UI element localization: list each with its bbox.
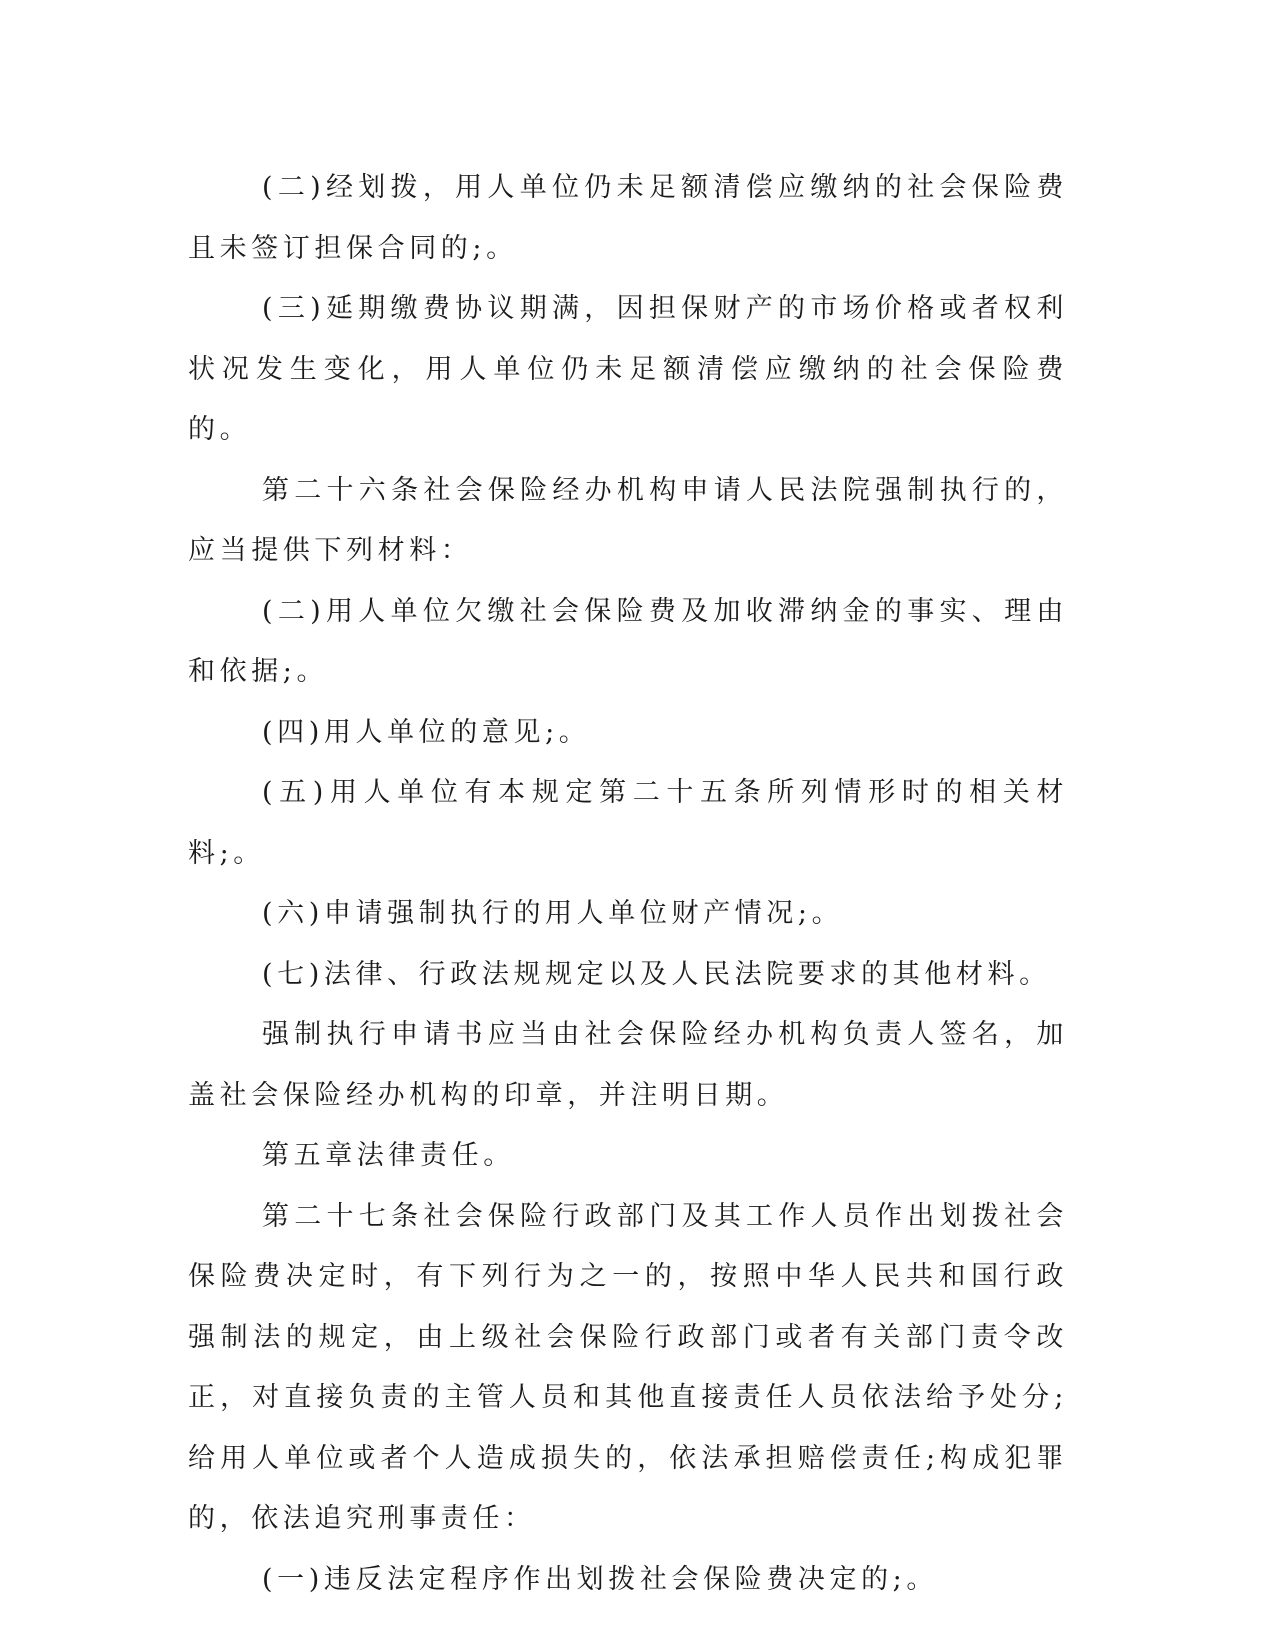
paragraph-4: (二)用人单位欠缴社会保险费及加收滞纳金的事实、理由和依据;。 bbox=[188, 595, 1068, 687]
document-page bbox=[188, 158, 1068, 1610]
paragraph-1: (二)经划拨，用人单位仍未足额清偿应缴纳的社会保险费且未签订担保合同的;。 bbox=[188, 172, 1068, 264]
chapter-heading: 第五章法律责任。 bbox=[262, 1140, 515, 1171]
paragraph-8: (七)法律、行政法规规定以及人民法院要求的其他材料。 bbox=[262, 958, 1051, 990]
paragraph-6: (五)用人单位有本规定第二十五条所列情形时的相关材料;。 bbox=[188, 777, 1068, 869]
paragraph-2: (三)延期缴费协议期满，因担保财产的市场价格或者权利状况发生变化，用人单位仍未足额清偿应缴纳的社会保险费的。 bbox=[188, 293, 1068, 445]
paragraph-12: (一)违反法定程序作出划拨社会保险费决定的;。 bbox=[262, 1563, 938, 1595]
paragraph-11: 第二十七条社会保险行政部门及其工作人员作出划拨社会保险费决定时，有下列行为之一的，按照中华人民共和国行政强制法的规定，由上级社会保险行政部门或者有关部门责令改正，对直接负责的主管人员和其他直接责任人员依法给予处分;给用人单位或者个人造成损失的，依法承担赔偿责任;构成犯罪的，依法追究刑事责任： bbox=[188, 1200, 1068, 1534]
paragraph-7: (六)申请强制执行的用人单位财产情况;。 bbox=[262, 898, 844, 929]
paragraph-5: (四)用人单位的意见;。 bbox=[262, 716, 591, 748]
paragraph-3: 第二十六条社会保险经办机构申请人民法院强制执行的，应当提供下列材料： bbox=[188, 474, 1068, 566]
paragraph-9: 强制执行申请书应当由社会保险经办机构负责人签名，加盖社会保险经办机构的印章，并注明日期。 bbox=[188, 1019, 1068, 1111]
